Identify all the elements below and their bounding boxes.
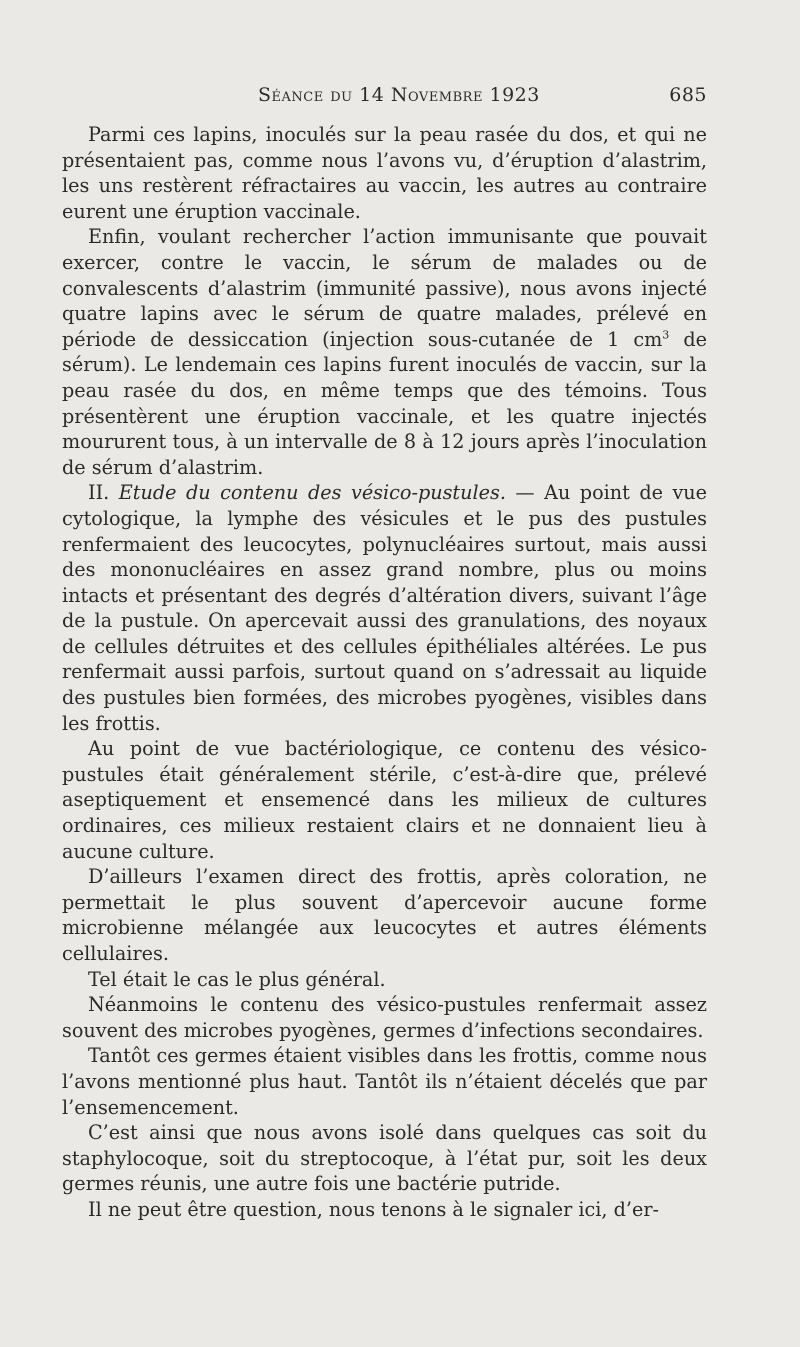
running-head: [0, 84, 800, 114]
page-number: 685: [669, 84, 707, 106]
running-head-title: Séance du 14 Novembre 1923: [258, 84, 540, 106]
paragraph: Néanmoins le contenu des vésico-pustules renfermait assez souvent des microbes pyogènes, germes d’infections secondaires.: [62, 993, 707, 1042]
paragraph-text: — Au point de vue cytologique, la lymphe des vésicules et le pus des pustules renfermaient des leucocytes, polynucléaires surtout, mais aussi des mononucléaires en assez grand nombre, plus ou moins intacts et présentant des degrés d’altération divers, suivant l’âge de la pustule. On apercevait aussi des granulations, des noyaux de cellules détruites et des cellules épithéliales altérées. Le pus renfermait aussi parfois, surtout quand on s’adressait au liquide des pustules bien formées, des microbes pyogènes, visibles dans les frottis.: [62, 481, 707, 735]
paragraph: [62, 224, 707, 480]
body-text: [62, 122, 707, 1223]
paragraph-text: de sérum). Le lendemain ces lapins furent inoculés de vaccin, sur la peau rasée du dos, en même temps que des témoins. Tous présentèrent une éruption vaccinale, et les quatre injectés moururent tous, à un intervalle de 8 à 12 jours après l’inoculation de sérum d’alastrim.: [62, 327, 707, 479]
section-paragraph: [62, 480, 707, 736]
paragraph: Tel était le cas le plus général.: [88, 967, 386, 991]
paragraph: Il ne peut être question, nous tenons à le signaler ici, d’er-: [88, 1197, 659, 1221]
paragraph-text: Enfin, voulant rechercher l’action immunisante que pouvait exercer, contre le vaccin, le sérum de malades ou de convalescents d’alastrim (immunité passive), nous avons injecté quatre lapins avec le sérum de quatre malades, prélevé en période de dessiccation (injection sous-cutanée de 1 cm: [62, 225, 707, 351]
section-heading: Etude du contenu des vésico-pustules.: [118, 481, 506, 505]
paragraph: C’est ainsi que nous avons isolé dans quelques cas soit du staphylocoque, soit du streptocoque, à l’état pur, soit les deux germes réunis, une autre fois une bactérie putride.: [62, 1121, 707, 1196]
paragraph: Tantôt ces germes étaient visibles dans les frottis, comme nous l’avons mentionné plus haut. Tantôt ils n’étaient décelés que par l’ensemencement.: [62, 1044, 707, 1119]
paragraph: Au point de vue bactériologique, ce contenu des vésico-pustules était généralement stérile, c’est-à-dire que, prélevé aseptiquement et ensemencé dans les milieux de cultures ordinaires, ces milieux restaient clairs et ne donnaient lieu à aucune culture.: [62, 737, 707, 863]
paragraph: D’ailleurs l’examen direct des frottis, après coloration, ne permettait le plus souvent d’apercevoir aucune forme microbienne mélangée aux leucocytes et autres éléments cellulaires.: [62, 865, 707, 965]
section-number: II.: [88, 481, 110, 505]
superscript: 3: [662, 328, 670, 342]
paragraph: Parmi ces lapins, inoculés sur la peau rasée du dos, et qui ne présentaient pas, comme nous l’avons vu, d’éruption d’alastrim, les uns restèrent réfractaires au vaccin, les autres au contraire eurent une éruption vaccinale.: [62, 123, 707, 223]
